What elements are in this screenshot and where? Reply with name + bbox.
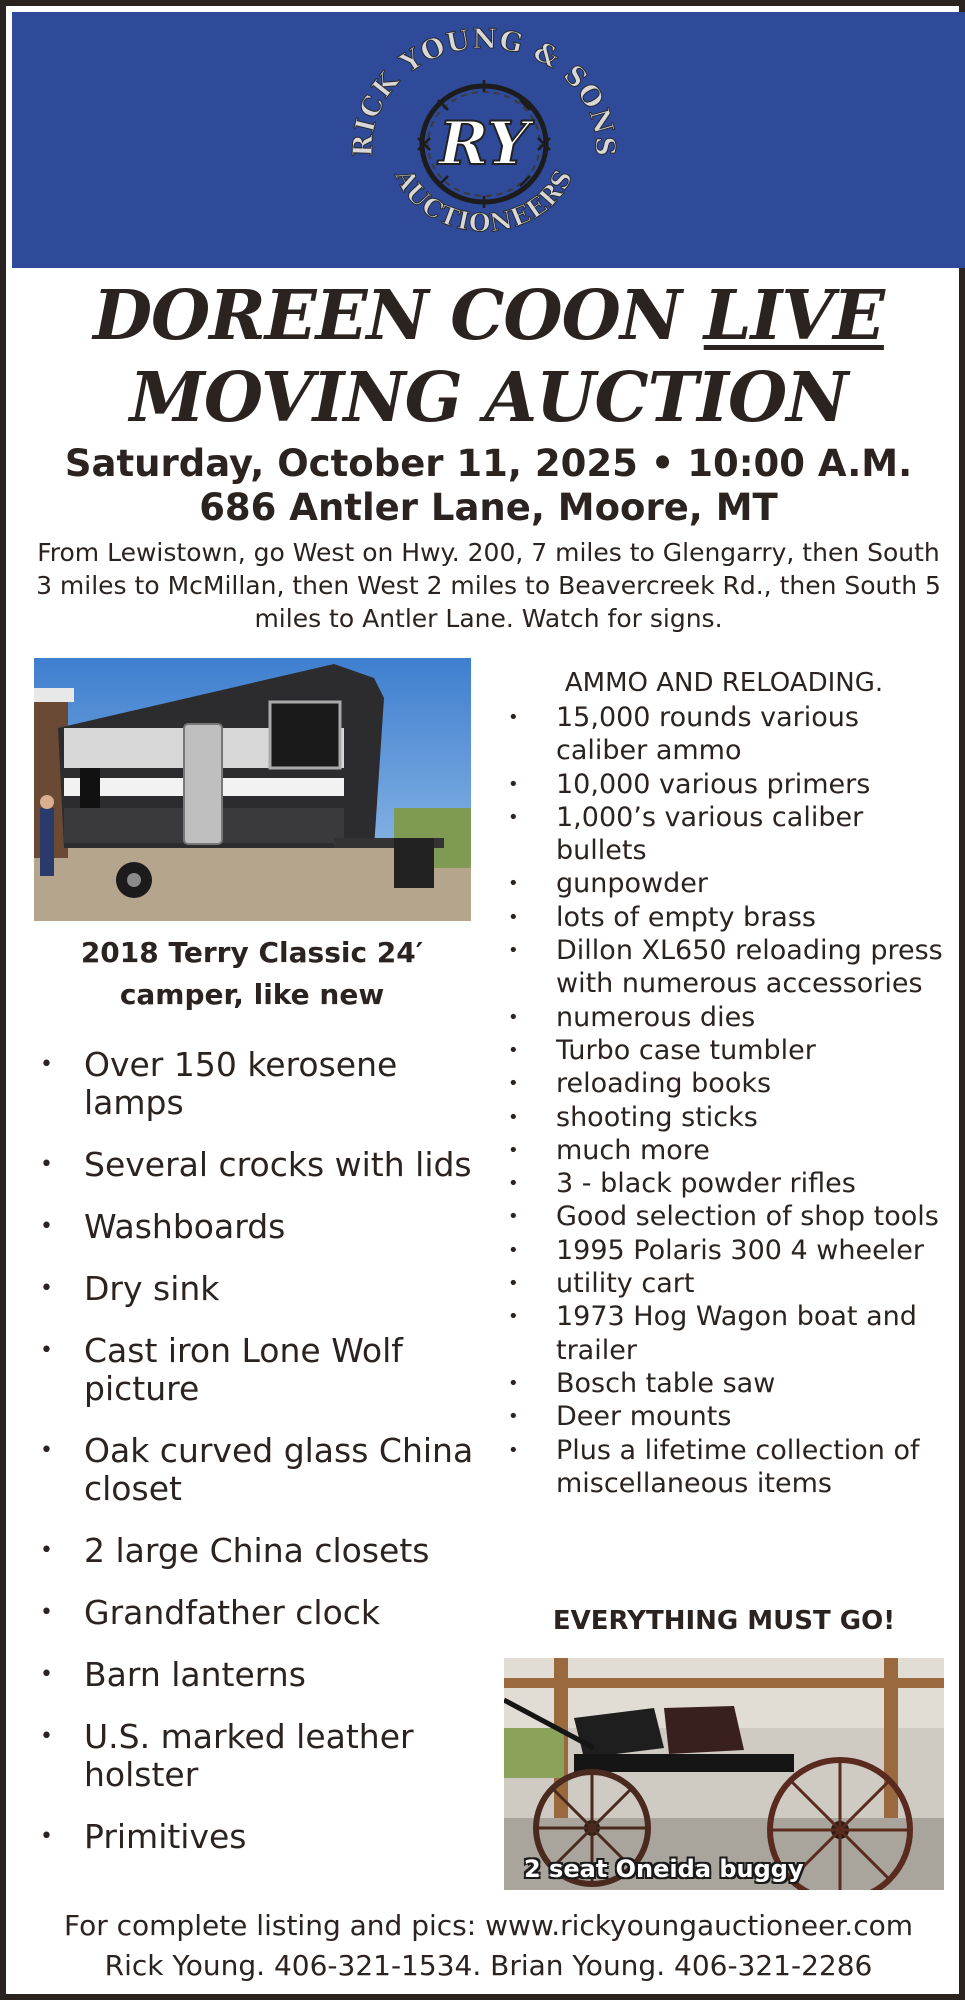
list-item: • 2 large China closets xyxy=(36,1532,476,1570)
list-item: • Plus a lifetime collection of miscellaneous items xyxy=(498,1434,958,1501)
list-item: • Turbo case tumbler xyxy=(498,1034,958,1067)
event-address: 686 Antler Lane, Moore, MT xyxy=(199,486,778,529)
title-text: DOREEN COON xyxy=(93,276,704,356)
list-item: • Grandfather clock xyxy=(36,1594,476,1632)
list-item: • utility cart xyxy=(498,1267,958,1300)
list-item: • 10,000 various primers xyxy=(498,768,958,801)
household-items-list xyxy=(36,1046,476,1880)
camper-caption-line1: 2018 Terry Classic 24′ xyxy=(80,936,424,969)
list-item: • much more xyxy=(498,1134,958,1167)
list-item: • Barn lanterns xyxy=(36,1656,476,1694)
list-item: • 15,000 rounds various caliber ammo xyxy=(498,701,958,768)
ammo-heading: AMMO AND RELOADING. xyxy=(564,668,884,698)
list-item: • reloading books xyxy=(498,1067,958,1100)
camper-photo xyxy=(34,658,471,921)
directions-text: From Lewistown, go West on Hwy. 200, 7 miles to Glengarry, then South 3 miles to McMillan, then West 2 miles to Beavercreek Rd., then South 5 miles to Antler Lane. Watch for signs. xyxy=(36,538,941,633)
list-item: • Cast iron Lone Wolf picture xyxy=(36,1332,476,1408)
list-item: • shooting sticks xyxy=(498,1101,958,1134)
page-title-line1 xyxy=(6,278,965,354)
header-banner xyxy=(12,12,965,268)
camper-caption xyxy=(32,932,472,1016)
logo-monogram: RY xyxy=(438,109,530,179)
list-item: • Dillon XL650 reloading press with numerous accessories xyxy=(498,934,958,1001)
list-item: • U.S. marked leather holster xyxy=(36,1718,476,1794)
everything-must-go: EVERYTHING MUST GO! xyxy=(552,1606,896,1636)
list-item: • Oak curved glass China closet xyxy=(36,1432,476,1508)
page-title-line2: MOVING AUCTION xyxy=(129,358,848,438)
list-item: • 1,000’s various caliber bullets xyxy=(498,801,958,868)
list-item: • Primitives xyxy=(36,1818,476,1856)
list-item: • numerous dies xyxy=(498,1001,958,1034)
footer-listing: For complete listing and pics: www.rickyoungauctioneer.com xyxy=(63,1909,914,1942)
title-live-emphasis: LIVE xyxy=(703,276,884,356)
auctioneer-logo xyxy=(334,26,634,262)
list-item: • 1973 Hog Wagon boat and trailer xyxy=(498,1300,958,1367)
ammo-items-list xyxy=(498,701,958,1500)
list-item: • lots of empty brass xyxy=(498,901,958,934)
list-item: • Good selection of shop tools xyxy=(498,1200,958,1233)
list-item: • gunpowder xyxy=(498,867,958,900)
camper-caption-line2: camper, like new xyxy=(119,978,385,1011)
logo-bottom-text: AUCTIONEERS xyxy=(389,164,579,238)
list-item: • 3 - black powder rifles xyxy=(498,1167,958,1200)
logo-top-text: RICK YOUNG & SONS xyxy=(347,26,621,158)
list-item: • Washboards xyxy=(36,1208,476,1246)
list-item: • Dry sink xyxy=(36,1270,476,1308)
list-item: • Deer mounts xyxy=(498,1400,958,1433)
event-datetime: Saturday, October 11, 2025 • 10:00 A.M. xyxy=(64,442,913,485)
footer-contacts: Rick Young. 406-321-1534. Brian Young. 406-321-2286 xyxy=(104,1949,873,1982)
list-item: • 1995 Polaris 300 4 wheeler xyxy=(498,1234,958,1267)
list-item: • Several crocks with lids xyxy=(36,1146,476,1184)
list-item: • Bosch table saw xyxy=(498,1367,958,1400)
buggy-caption: 2 seat Oneida buggy xyxy=(524,1855,804,1883)
list-item: • Over 150 kerosene lamps xyxy=(36,1046,476,1122)
